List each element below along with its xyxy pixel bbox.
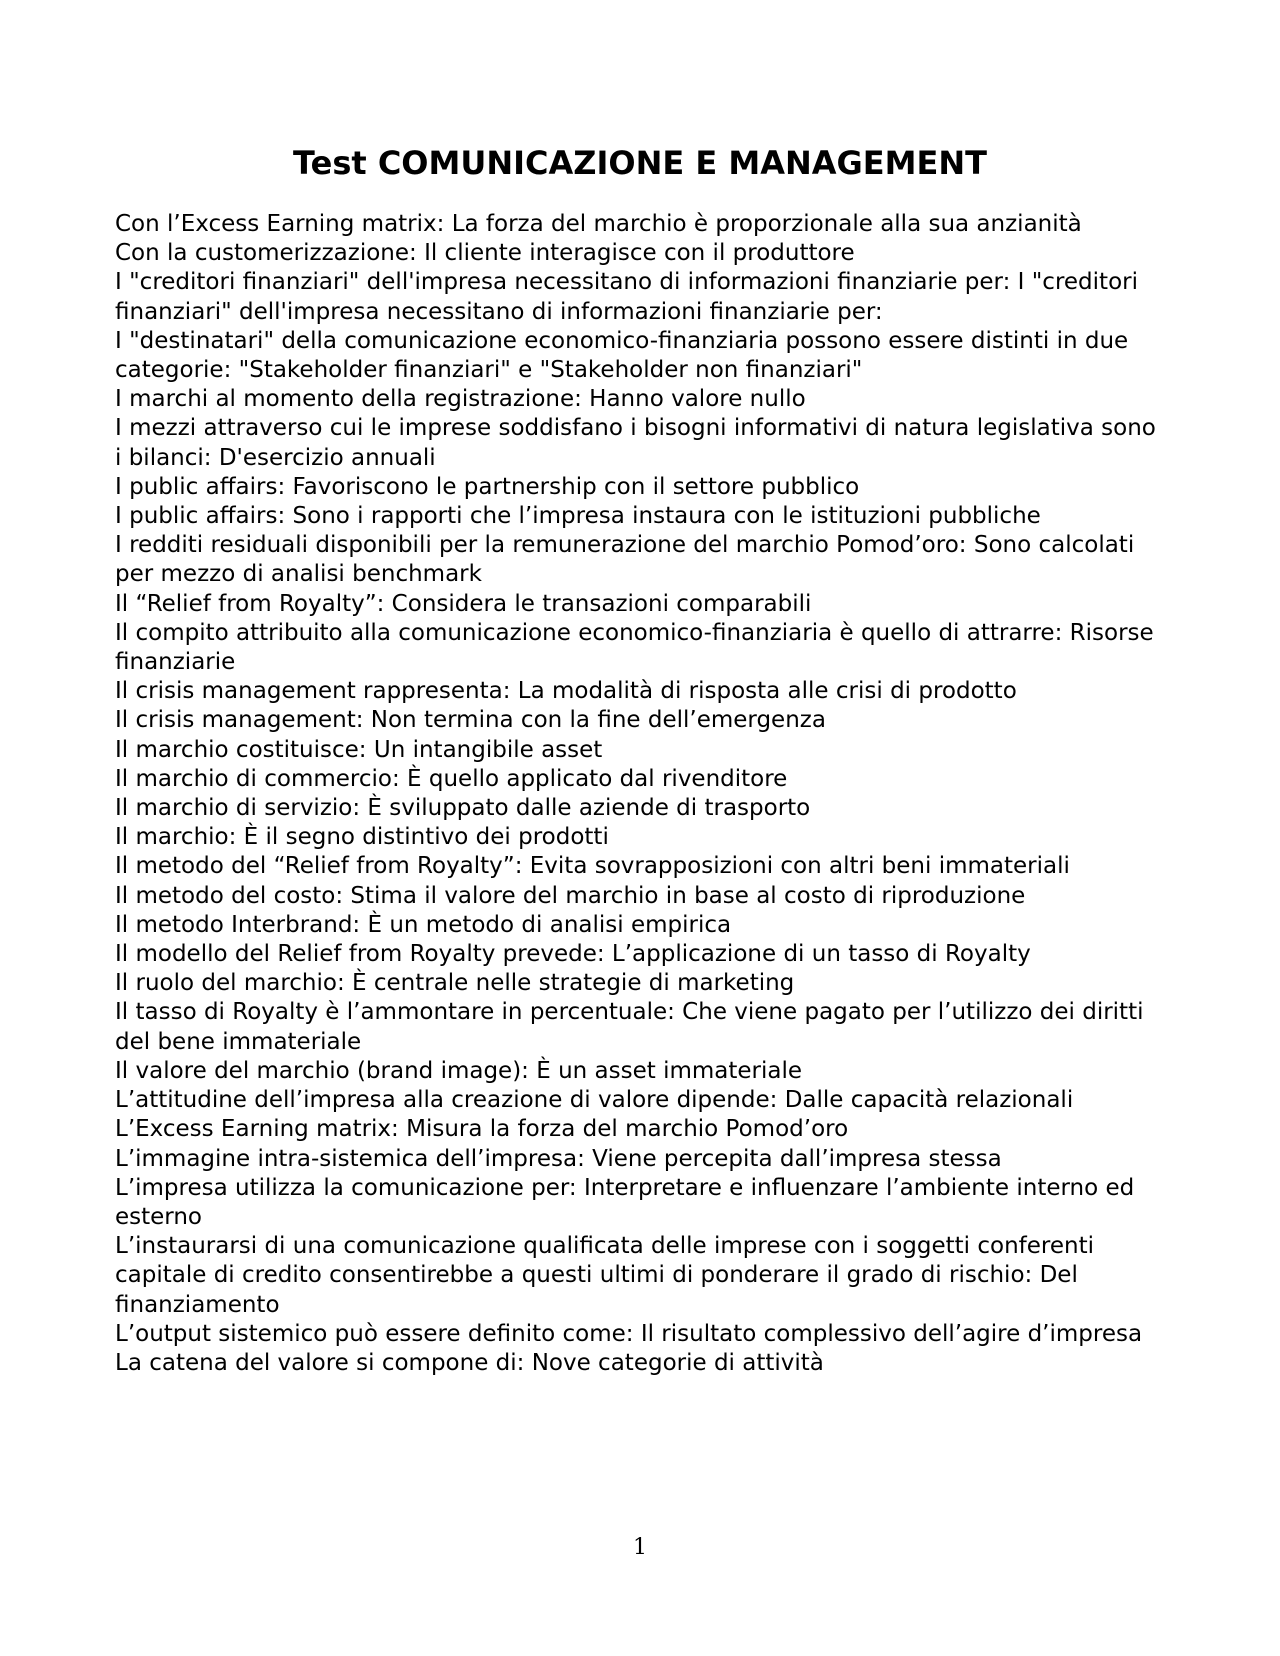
qa-line: L’impresa utilizza la comunicazione per: Interpretare e influenzare l’ambiente interno ed esterno	[115, 1174, 1135, 1230]
qa-line: Il compito attribuito alla comunicazione economico-finanziaria è quello di attrarre: Risorse finanziarie	[115, 619, 1154, 676]
qa-line: L’Excess Earning matrix: Misura la forza del marchio Pomod’oro	[115, 1116, 849, 1143]
qa-line: I "creditori finanziari" dell'impresa necessitano di informazioni finanziarie per: I "creditori finanziari" dell'impresa necessitano di informazioni finanziarie per:	[115, 269, 1138, 325]
qa-line: Il metodo del “Relief from Royalty”: Evita sovrapposizioni con altri beni immateriali	[115, 853, 1070, 880]
page-number: 1	[633, 1535, 647, 1560]
qa-line: Il metodo del costo: Stima il valore del marchio in base al costo di riproduzione	[115, 882, 1026, 909]
qa-line: L’immagine intra-sistemica dell’impresa: Viene percepita dall’impresa stessa	[115, 1145, 1002, 1172]
qa-line: Il marchio costituisce: Un intangibile asset	[115, 736, 603, 763]
qa-line: Con la customerizzazione: Il cliente interagisce con il produttore	[115, 240, 855, 267]
document-title: Test COMUNICAZIONE E MANAGEMENT	[293, 144, 987, 182]
qa-line: Il ruolo del marchio: È centrale nelle strategie di marketing	[115, 970, 795, 997]
qa-line: Il tasso di Royalty è l’ammontare in percentuale: Che viene pagato per l’utilizzo dei diritti del bene immateriale	[115, 999, 1144, 1055]
qa-line: Il metodo Interbrand: È un metodo di analisi empirica	[115, 911, 732, 938]
qa-line: Il crisis management rappresenta: La modalità di risposta alle crisi di prodotto	[115, 678, 1017, 705]
qa-line: Il marchio: È il segno distintivo dei prodotti	[115, 824, 609, 851]
qa-line: I public affairs: Favoriscono le partnership con il settore pubblico	[115, 473, 860, 500]
qa-line: I redditi residuali disponibili per la remunerazione del marchio Pomod’oro: Sono calcolati per mezzo di analisi benchmark	[115, 532, 1135, 588]
qa-line: Il crisis management: Non termina con la fine dell’emergenza	[115, 707, 826, 734]
qa-list	[115, 210, 1165, 1378]
qa-line: I public affairs: Sono i rapporti che l’impresa instaura con le istituzioni pubbliche	[115, 503, 1041, 530]
qa-line: I mezzi attraverso cui le imprese soddisfano i bisogni informativi di natura legislativa sono i bilanci: D'esercizio annuali	[115, 415, 1156, 471]
qa-line: Con l’Excess Earning matrix: La forza del marchio è proporzionale alla sua anzianità	[115, 211, 1082, 237]
qa-line: Il marchio di commercio: È quello applicato dal rivenditore	[115, 765, 788, 792]
qa-line: Il marchio di servizio: È sviluppato dalle aziende di trasporto	[115, 795, 811, 822]
qa-line: L’attitudine dell’impresa alla creazione di valore dipende: Dalle capacità relazionali	[115, 1087, 1074, 1114]
qa-line: L’output sistemico può essere definito come: Il risultato complessivo dell’agire d’impresa	[115, 1320, 1143, 1347]
qa-line: I marchi al momento della registrazione: Hanno valore nullo	[115, 386, 806, 413]
qa-line: L’instaurarsi di una comunicazione qualificata delle imprese con i soggetti conferenti capitale di credito consentirebbe a questi ultimi di ponderare il grado di rischio: Del finanziamento	[115, 1233, 1095, 1318]
qa-line: Il “Relief from Royalty”: Considera le transazioni comparabili	[115, 590, 812, 617]
qa-line: La catena del valore si compone di: Nove categorie di attività	[115, 1349, 824, 1376]
qa-line: Il modello del Relief from Royalty prevede: L’applicazione di un tasso di Royalty	[115, 941, 1031, 968]
qa-line: I "destinatari" della comunicazione economico-finanziaria possono essere distinti in due categorie: "Stakeholder finanziari" e "Stakeholder non finanziari"	[115, 327, 1129, 384]
qa-line: Il valore del marchio (brand image): È un asset immateriale	[115, 1057, 803, 1084]
